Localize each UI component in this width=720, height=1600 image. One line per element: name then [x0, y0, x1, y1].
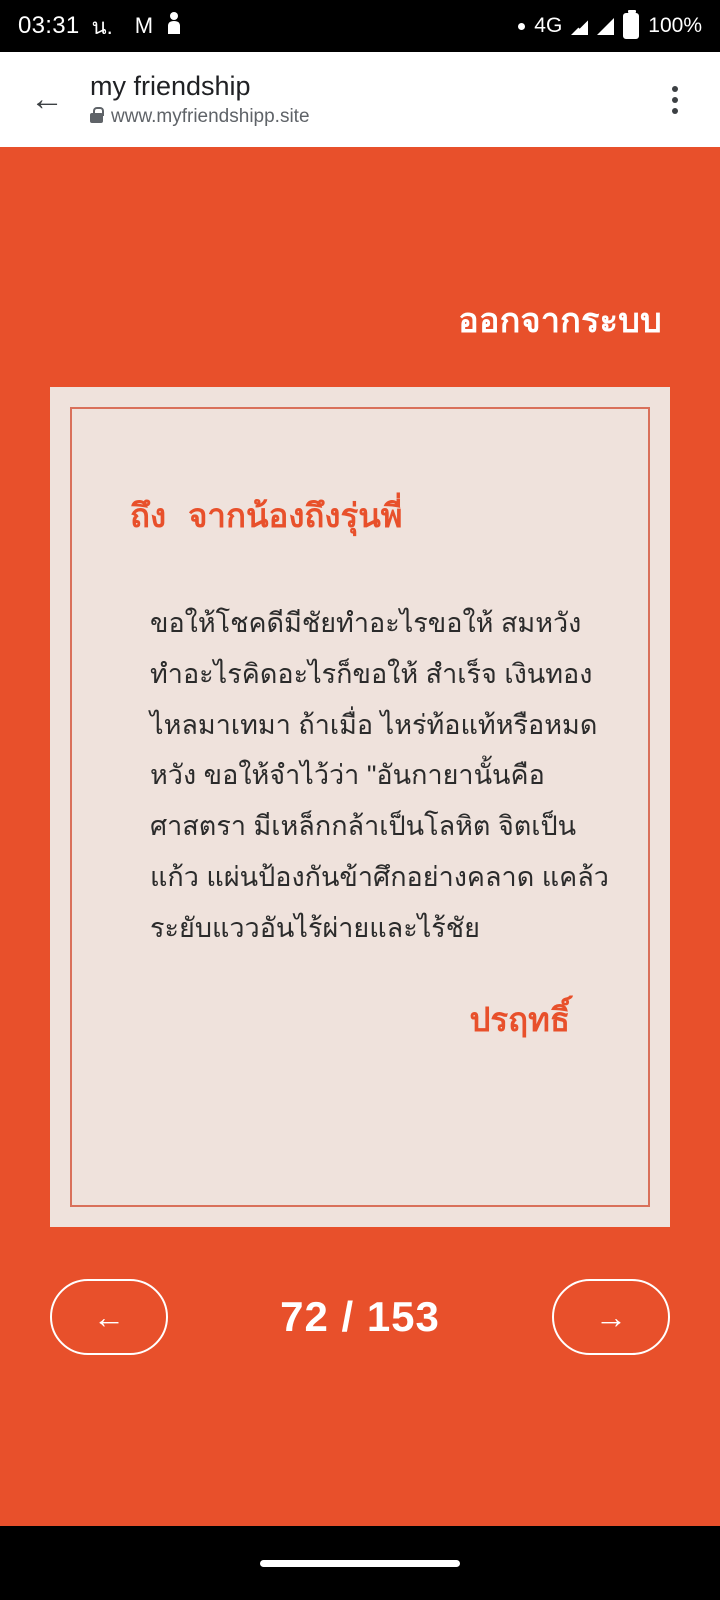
- browser-toolbar: [0, 52, 720, 147]
- signal-icon-1: [571, 18, 588, 35]
- menu-dot: [672, 108, 678, 114]
- signal-icon-2: [597, 18, 614, 35]
- menu-dot: [672, 86, 678, 92]
- url-row: [90, 106, 650, 128]
- system-navigation-bar: [0, 1526, 720, 1600]
- card-heading-text: จากน้องถึงรุ่นพี่: [188, 497, 403, 534]
- address-bar[interactable]: [74, 71, 650, 127]
- status-bar-right: [518, 13, 702, 39]
- site-url: www.myfriendshipp.site: [111, 105, 310, 127]
- arrow-left-icon[interactable]: ←: [50, 1279, 168, 1355]
- web-page-content: [0, 147, 720, 1526]
- card-signature: ปรฤทธิ์: [469, 1001, 570, 1039]
- battery-percent: 100%: [648, 14, 702, 37]
- person-icon: [166, 11, 182, 41]
- home-indicator[interactable]: [260, 1560, 460, 1567]
- status-clock: 03:31: [18, 12, 80, 39]
- battery-icon: [623, 13, 639, 39]
- status-notification-icons: [135, 11, 182, 41]
- message-card-inner: [70, 407, 650, 1207]
- page-title: my friendship: [90, 71, 251, 102]
- page-counter: 72 / 153: [280, 1293, 440, 1340]
- status-clock-unit: น.: [91, 13, 113, 39]
- dot-icon: [518, 23, 525, 30]
- card-heading: [130, 489, 612, 542]
- message-card: [50, 387, 670, 1227]
- logout-button[interactable]: ออกจากระบบ: [458, 302, 662, 340]
- card-body-text: ขอให้โชคดีมีชัยทำอะไรขอให้ สมหวังทำอะไรคิดอะไรก็ขอให้ สำเร็จ เงินทองไหลมาเทมา ถ้าเมื่อ ไหร่ท้อแท้หรือหมดหวัง ขอให้จำไว้ว่า "อันกายานั้นคือศาสตรา มีเหล็กกล้าเป็นโลหิต จิตเป็นแก้ว แผ่นป้องกันข้าศึกอย่างคลาด แคล้ว ระยับแววอันไร้ผ่ายและไร้ชัย: [150, 608, 609, 943]
- logout-row: [0, 147, 720, 347]
- back-arrow-icon[interactable]: ←: [30, 80, 64, 118]
- arrow-right-icon[interactable]: →: [552, 1279, 670, 1355]
- lock-icon: [90, 113, 103, 123]
- status-bar: [0, 0, 720, 52]
- network-label: 4G: [534, 14, 563, 37]
- pagination-controls: [0, 1227, 720, 1355]
- card-heading-prefix: ถึง: [130, 497, 167, 534]
- status-bar-left: [18, 9, 182, 44]
- menu-dot: [672, 97, 678, 103]
- gmail-icon: M: [134, 13, 153, 38]
- overflow-menu-icon[interactable]: [650, 70, 700, 130]
